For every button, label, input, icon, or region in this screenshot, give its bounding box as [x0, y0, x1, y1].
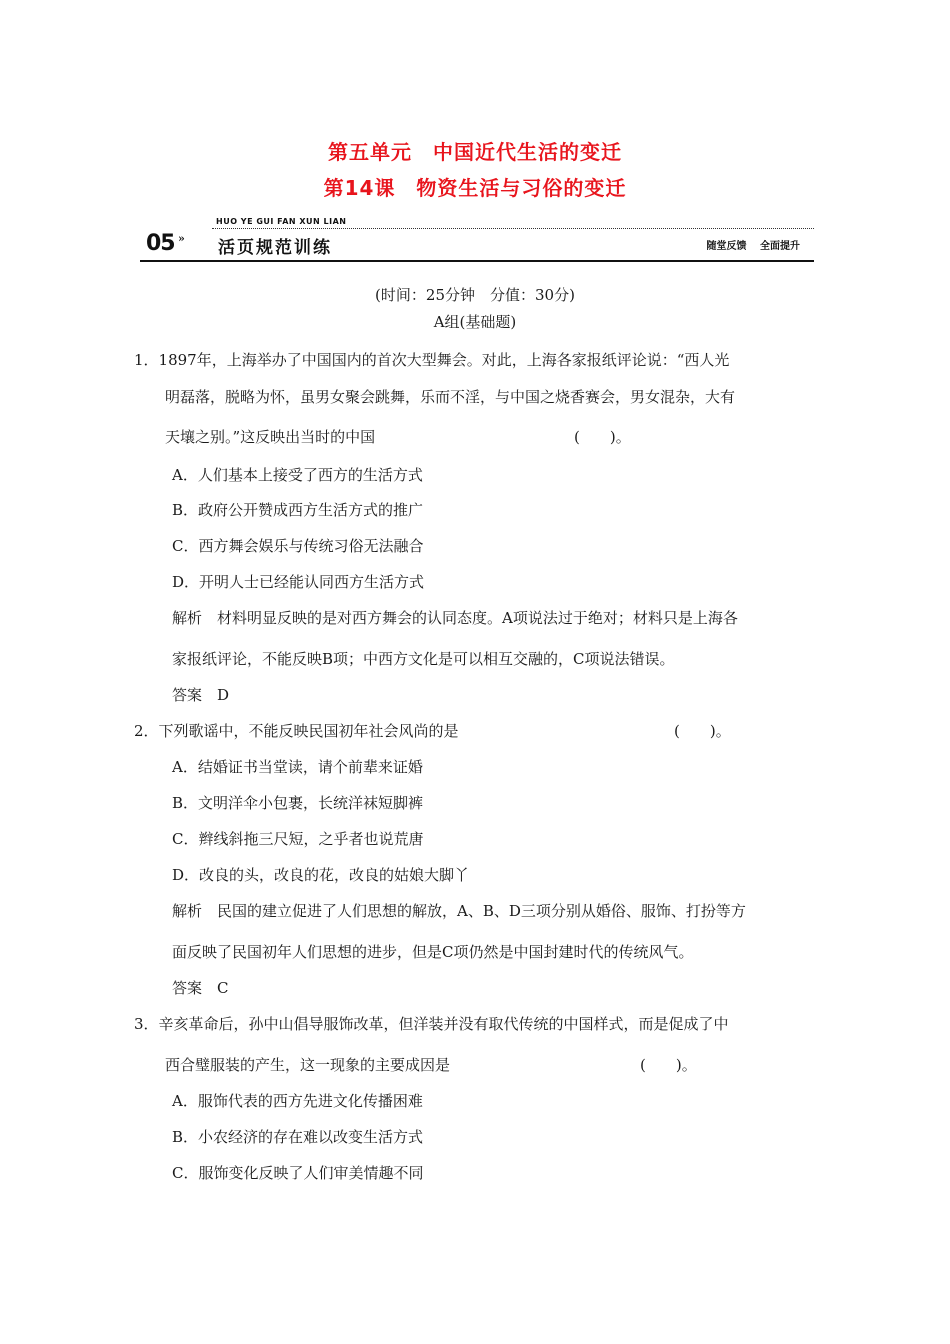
banner-rule — [140, 260, 814, 262]
q1-option-c: C．西方舞会娱乐与传统习俗无法融合 — [172, 537, 424, 555]
q1-analysis-line: 家报纸评论，不能反映B项；中西方文化是可以相互交融的，C项说法错误。 — [172, 650, 675, 668]
q1-stem-line: 1．1897年，上海举办了中国国内的首次大型舞会。对此，上海各家报纸评论说：“西人光 — [134, 351, 730, 369]
banner-number: 05 — [146, 231, 175, 256]
q3-answer-blank: ( )。 — [640, 1056, 697, 1074]
q1-option-b: B．政府公开赞成西方生活方式的推广 — [172, 501, 424, 519]
banner-label: 活页规范训练 — [218, 238, 332, 258]
section-banner — [140, 217, 814, 262]
q2-stem-line: 2．下列歌谣中，不能反映民国初年社会风尚的是 — [134, 722, 459, 740]
q1-option-a: A．人们基本上接受了西方的生活方式 — [172, 466, 423, 484]
banner-pinyin: HUO YE GUI FAN XUN LIAN — [216, 217, 347, 226]
q3-stem-line: 3．辛亥革命后，孙中山倡导服饰改革，但洋装并没有取代传统的中国样式，而是促成了中 — [134, 1015, 729, 1033]
q1-stem-line: 明磊落，脱略为怀，虽男女聚会跳舞，乐而不淫，与中国之烧香赛会，男女混杂，大有 — [165, 388, 736, 406]
banner-arrow-icon: » — [178, 232, 185, 245]
q2-analysis-line: 面反映了民国初年人们思想的进步，但是C项仍然是中国封建时代的传统风气。 — [172, 943, 694, 961]
q2-analysis-line: 解析 民国的建立促进了人们思想的解放，A、B、D三项分别从婚俗、服饰、打扮等方 — [172, 902, 746, 920]
lesson-title: 第14课 物资生活与习俗的变迁 — [323, 176, 627, 200]
q1-answer-blank: ( )。 — [574, 428, 631, 446]
banner-right-text: 随堂反馈 全面提升 — [706, 241, 800, 252]
q3-option-a: A．服饰代表的西方先进文化传播困难 — [172, 1092, 423, 1110]
banner-dotted-line — [212, 228, 814, 229]
q1-answer: 答案 D — [172, 686, 230, 704]
unit-title: 第五单元 中国近代生活的变迁 — [328, 140, 622, 164]
q2-answer-blank: ( )。 — [674, 722, 731, 740]
time-score: (时间：25分钟 分值：30分) — [375, 286, 575, 304]
q3-option-b: B．小农经济的存在难以改变生活方式 — [172, 1128, 424, 1146]
q2-option-c: C．辫线斜拖三尺短，之乎者也说荒唐 — [172, 830, 424, 848]
q1-analysis-line: 解析 材料明显反映的是对西方舞会的认同态度。A项说法过于绝对；材料只是上海各 — [172, 609, 738, 627]
q2-option-d: D．改良的头，改良的花，改良的姑娘大脚丫 — [172, 866, 470, 884]
q1-option-d: D．开明人士已经能认同西方生活方式 — [172, 573, 425, 591]
q3-stem-line: 西合璧服装的产生，这一现象的主要成因是 — [165, 1056, 451, 1074]
q1-stem-line: 天壤之别。”这反映出当时的中国 — [165, 428, 376, 446]
q2-option-b: B．文明洋伞小包裹，长统洋袜短脚裤 — [172, 794, 424, 812]
q2-answer: 答案 C — [172, 979, 229, 997]
q2-option-a: A．结婚证书当堂读，请个前辈来证婚 — [172, 758, 423, 776]
q3-option-c: C．服饰变化反映了人们审美情趣不同 — [172, 1164, 424, 1182]
group-label: A组(基础题) — [433, 313, 517, 331]
